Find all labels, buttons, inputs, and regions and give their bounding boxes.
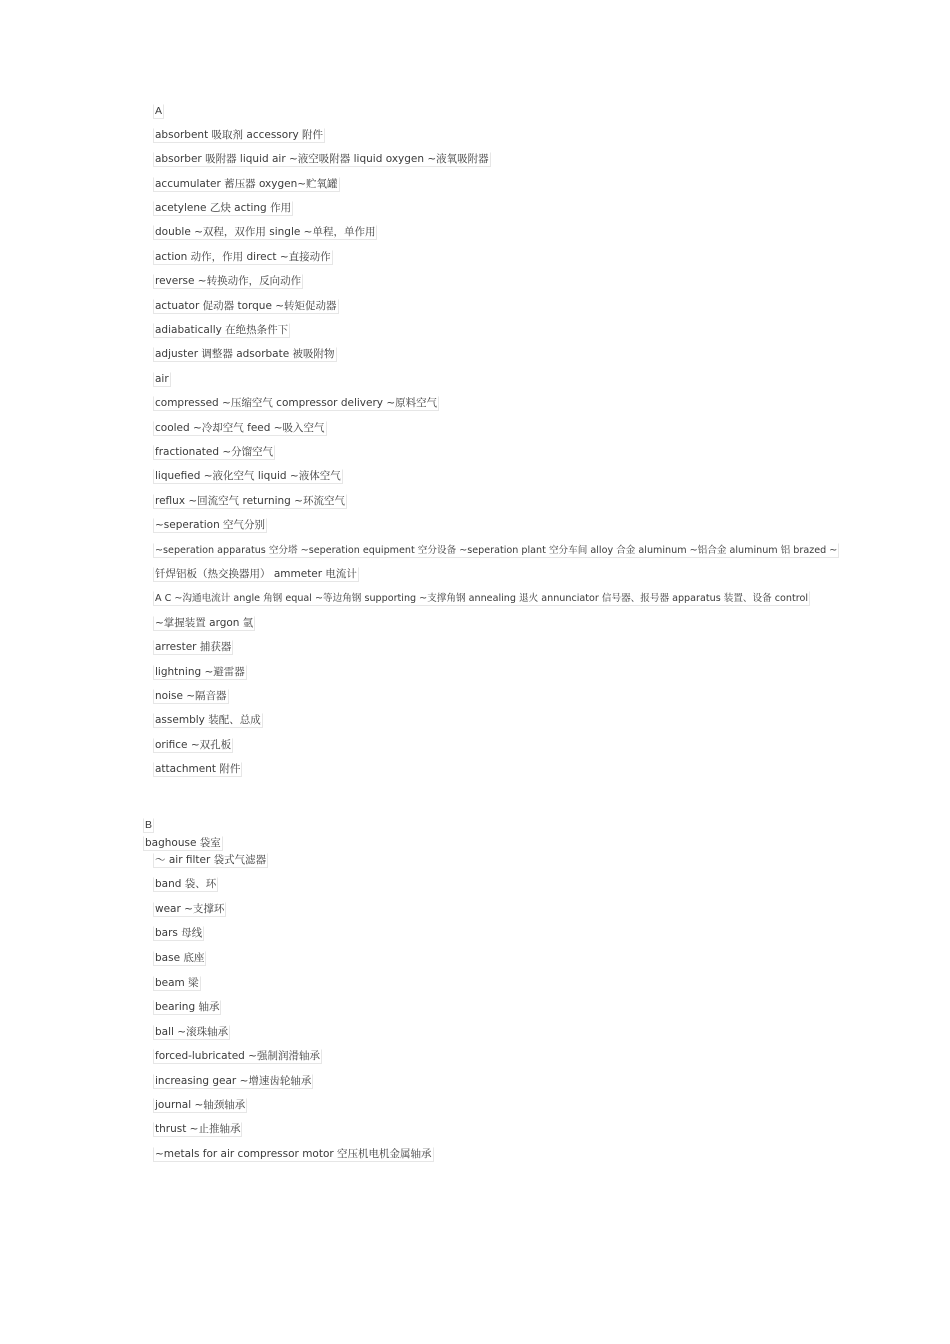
entry-line: noise ~隔音器 bbox=[155, 690, 227, 702]
entry-line: compressed ~压缩空气 compressor delivery ~原料空气 bbox=[155, 397, 438, 409]
entry-line: journal ~轴颈轴承 bbox=[155, 1099, 246, 1111]
entry-line: wear ~支撑环 bbox=[155, 903, 225, 915]
entry-line: double ~双程，双作用 single ~单程，单作用 bbox=[155, 226, 376, 238]
entry-line: reverse ~转换动作，反向动作 bbox=[155, 275, 302, 287]
entry-line: ~metals for air compressor motor 空压机电机金属轴承 bbox=[155, 1148, 432, 1160]
entry-line: attachment 附件 bbox=[155, 763, 241, 775]
entry-line: air bbox=[155, 373, 169, 385]
section-a-heading: A bbox=[155, 105, 163, 117]
entry-line: ~seperation apparatus 空分塔 ~seperation equipment 空分设备 ~seperation plant 空分车间 alloy 合金 aluminum ~铝合金 aluminum 铝 brazed ~ bbox=[155, 545, 838, 556]
entry-line: baghouse 袋室 bbox=[145, 837, 221, 849]
entry-line: actuator 促动器 torque ~转矩促动器 bbox=[155, 300, 337, 312]
entry-line: increasing gear ~增速齿轮轴承 bbox=[155, 1075, 312, 1087]
entry-line: adjuster 调整器 adsorbate 被吸附物 bbox=[155, 348, 335, 360]
entry-line: bearing 轴承 bbox=[155, 1001, 220, 1013]
entry-line: fractionated ~分馏空气 bbox=[155, 446, 274, 458]
section-b-heading: B bbox=[145, 819, 153, 831]
entry-line: reflux ~回流空气 returning ~环流空气 bbox=[155, 495, 345, 507]
entry-line: band 袋、环 bbox=[155, 878, 217, 890]
entry-line: absorber 吸附器 liquid air ~液空吸附器 liquid oxygen ~液氧吸附器 bbox=[155, 153, 489, 165]
entry-line: cooled ~冷却空气 feed ~吸入空气 bbox=[155, 422, 325, 434]
entry-line: arrester 捕获器 bbox=[155, 641, 232, 653]
entry-line: lightning ~避雷器 bbox=[155, 666, 245, 678]
entry-line: accumulater 蓄压器 oxygen~贮氧罐 bbox=[155, 178, 338, 190]
entry-line: ~掌握装置 argon 氩 bbox=[155, 617, 254, 629]
entry-line: bars 母线 bbox=[155, 927, 203, 939]
entry-line: forced-lubricated ~强制润滑轴承 bbox=[155, 1050, 320, 1062]
entry-line: ~seperation 空气分别 bbox=[155, 519, 266, 531]
entry-line: ball ~滚珠轴承 bbox=[155, 1026, 229, 1038]
entry-line: thrust ~止推轴承 bbox=[155, 1123, 241, 1135]
entry-line: beam 梁 bbox=[155, 977, 199, 989]
entry-line: base 底座 bbox=[155, 952, 205, 964]
entry-line: acetylene 乙炔 acting 作用 bbox=[155, 202, 292, 214]
entry-line: ～ air filter 袋式气滤器 bbox=[155, 854, 267, 866]
entry-line: assembly 装配、总成 bbox=[155, 714, 261, 726]
entry-line: 钎焊铝板（热交换器用） ammeter 电流计 bbox=[155, 568, 357, 580]
entry-line: liquefied ~液化空气 liquid ~液体空气 bbox=[155, 470, 341, 482]
entry-line: A C ~沟通电流计 angle 角钢 equal ~等边角钢 supporting ~支撑角钢 annealing 退火 annunciator 信号器、报号器 apparatus 装置、设备 control bbox=[155, 593, 809, 604]
entry-line: action 动作，作用 direct ~直接动作 bbox=[155, 251, 331, 263]
entry-line: orifice ~双孔板 bbox=[155, 739, 232, 751]
entry-line: absorbent 吸取剂 accessory 附件 bbox=[155, 129, 324, 141]
entry-line: adiabatically 在绝热条件下 bbox=[155, 324, 289, 336]
